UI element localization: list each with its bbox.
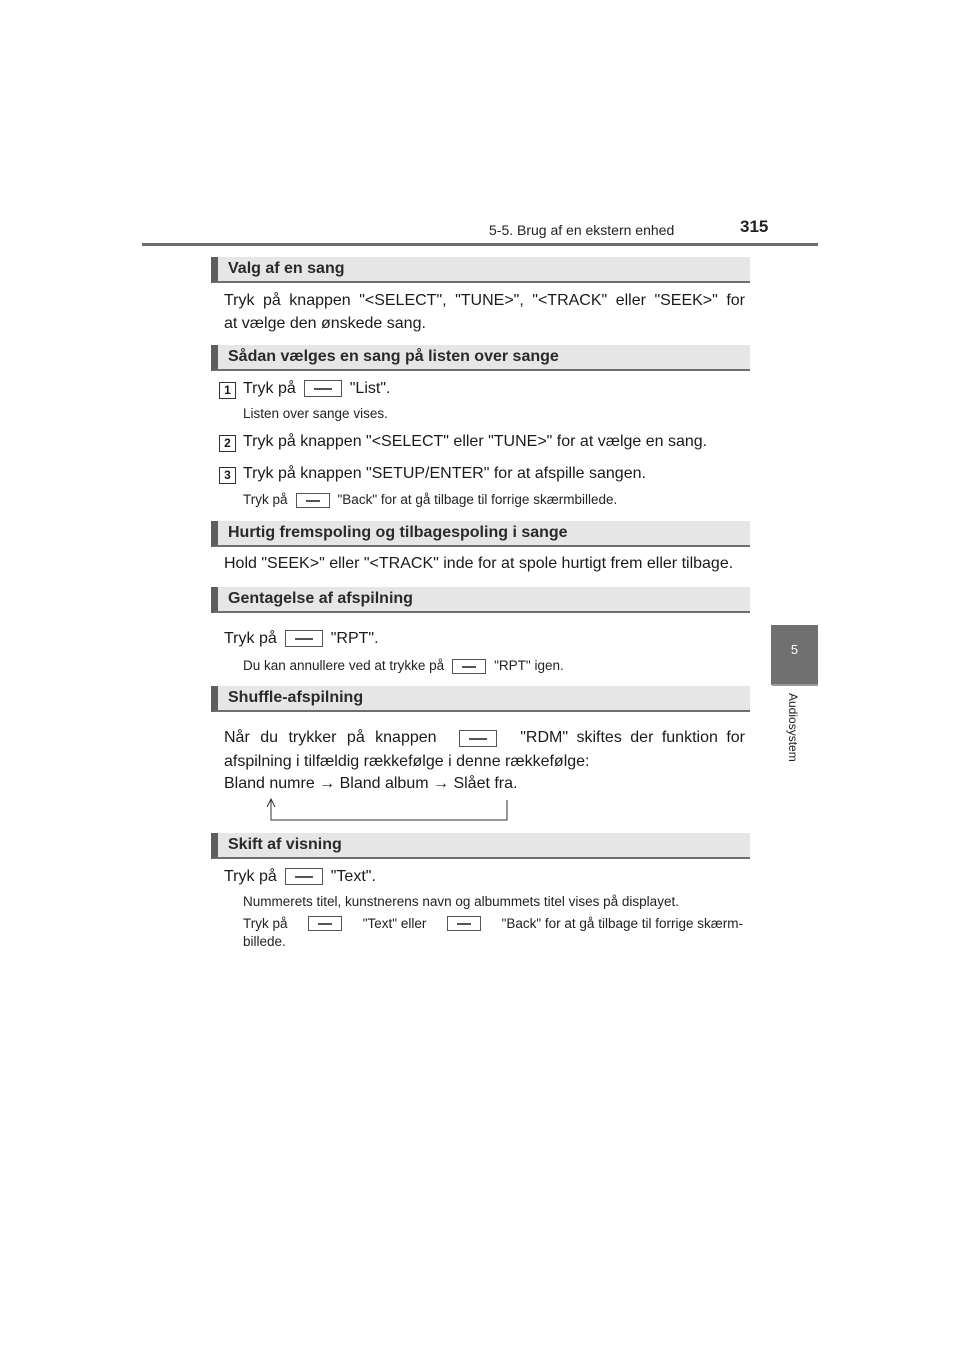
section-heading-song-list	[211, 345, 750, 371]
button-icon	[459, 730, 497, 747]
button-icon	[447, 916, 481, 931]
heading-text: Valg af en sang	[228, 260, 345, 277]
paragraph: Når du trykker på knappen "RDM" skiftes der funktion for	[224, 729, 745, 746]
chapter-tab-divider	[772, 684, 818, 686]
paragraph: Bland numre → Bland album → Slået fra.	[224, 775, 518, 792]
chapter-label: Audiosystem	[786, 693, 800, 762]
heading-text: Shuffle-afspilning	[228, 689, 364, 706]
heading-text: Hurtig fremspoling og tilbagespoling i sange	[228, 524, 568, 541]
header-rule	[142, 243, 818, 246]
section-heading-repeat	[211, 587, 750, 613]
note: Listen over sange vises.	[243, 406, 388, 421]
button-icon	[285, 868, 323, 885]
step-number: 1	[219, 382, 236, 399]
step-number: 2	[219, 435, 236, 452]
paragraph: afspilning i tilfældig rækkefølge i denne rækkefølge:	[224, 753, 590, 770]
paragraph: at vælge den ønskede sang.	[224, 315, 426, 332]
step-text: Tryk på "List".	[243, 380, 391, 397]
heading-text: Gentagelse af afspilning	[228, 590, 413, 607]
loop-arrow	[262, 796, 512, 824]
paragraph: Tryk på "RPT".	[224, 630, 379, 647]
button-icon	[296, 493, 330, 508]
note: Tryk på "Text" eller "Back" for at gå tilbage til forrige skærm-	[243, 916, 743, 931]
section-heading-display	[211, 833, 750, 859]
step-text: Tryk på knappen "SETUP/ENTER" for at afspille sangen.	[243, 465, 646, 482]
button-icon	[452, 659, 486, 674]
button-icon	[285, 630, 323, 647]
step-number: 3	[219, 467, 236, 484]
paragraph: Tryk på knappen "<SELECT", "TUNE>", "<TRACK" eller "SEEK>" for	[224, 292, 745, 309]
page-number: 315	[740, 217, 769, 236]
note: Nummerets titel, kunstnerens navn og albummets titel vises på displayet.	[243, 894, 679, 909]
heading-text: Skift af visning	[228, 836, 342, 853]
step-text: Tryk på knappen "<SELECT" eller "TUNE>" for at vælge en sang.	[243, 433, 708, 450]
section-heading-select-song	[211, 257, 750, 283]
button-icon	[308, 916, 342, 931]
note: billede.	[243, 934, 286, 949]
heading-text: Sådan vælges en sang på listen over sange	[228, 348, 559, 365]
chapter-number: 5	[790, 642, 799, 657]
note: Tryk på "Back" for at gå tilbage til forrige skærmbillede.	[243, 492, 618, 507]
section-title: 5-5. Brug af en ekstern enhed	[489, 222, 675, 238]
button-icon	[304, 380, 342, 397]
note: Du kan annullere ved at trykke på "RPT" igen.	[243, 658, 564, 673]
section-heading-shuffle	[211, 686, 750, 712]
paragraph: Hold "SEEK>" eller "<TRACK" inde for at spole hurtigt frem eller tilbage.	[224, 555, 734, 572]
section-heading-fast-forward	[211, 521, 750, 547]
paragraph: Tryk på "Text".	[224, 868, 376, 885]
